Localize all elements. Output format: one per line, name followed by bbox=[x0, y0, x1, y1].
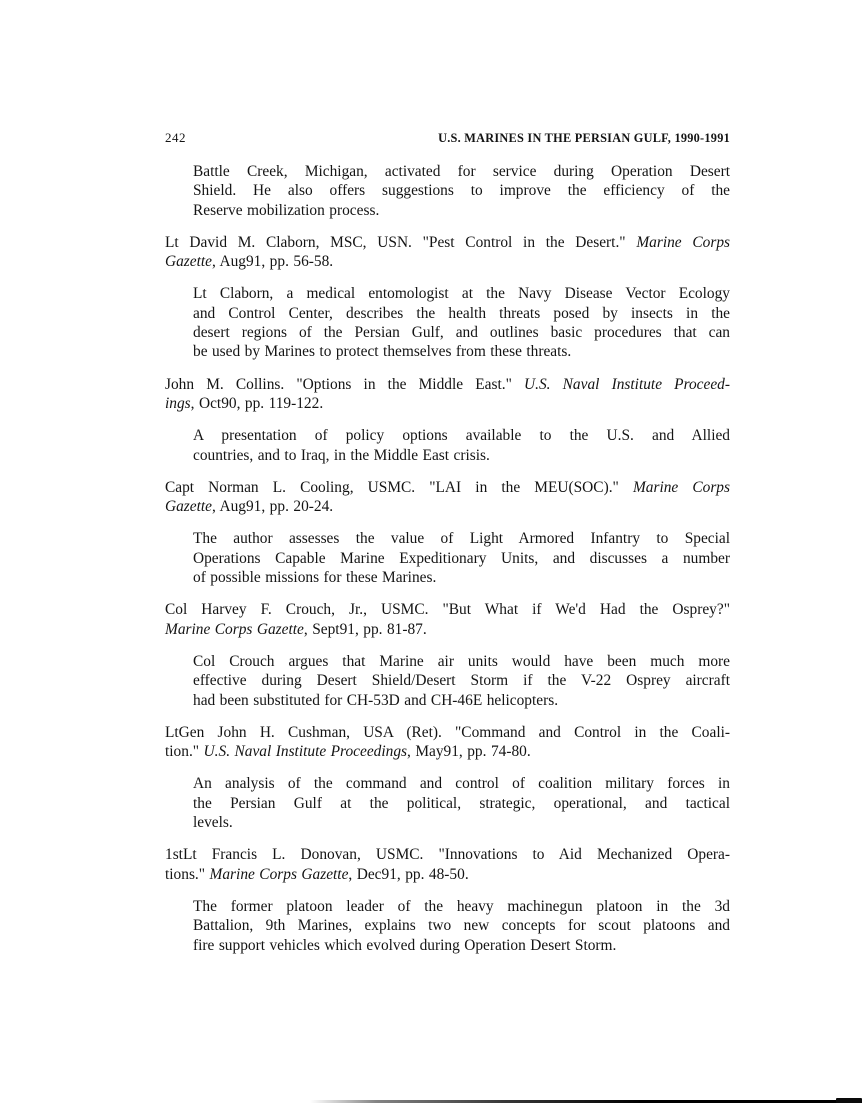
text-line: and Control Center, describes the health threats posed by insects in the bbox=[193, 304, 730, 322]
text-line: be used by Marines to protect themselves from these threats. bbox=[193, 343, 572, 361]
text-line: Reserve mobilization process. bbox=[193, 201, 380, 219]
text-line: Gazette, Aug91, pp. 20-24. bbox=[165, 498, 334, 516]
text-line: ings, Oct90, pp. 119-122. bbox=[165, 394, 324, 412]
page-number: 242 bbox=[165, 130, 186, 145]
text-line: levels. bbox=[193, 814, 233, 832]
citation bbox=[165, 375, 730, 414]
scan-edge-artifact-end bbox=[836, 1098, 862, 1104]
text-line: LtGen John H. Cushman, USA (Ret). "Command and Control in the Coali- bbox=[165, 723, 730, 741]
text-line: Battalion, 9th Marines, explains two new concepts for scout platoons and bbox=[193, 917, 730, 935]
bibliography-text-block bbox=[165, 162, 730, 955]
text-line: 1stLt Francis L. Donovan, USMC. "Innovations to Aid Mechanized Opera- bbox=[165, 846, 730, 864]
continuation-paragraph bbox=[165, 162, 730, 220]
text-line: the Persian Gulf at the political, strategic, operational, and tactical bbox=[193, 794, 730, 812]
annotation bbox=[165, 529, 730, 587]
text-line: Capt Norman L. Cooling, USMC. "LAI in the MEU(SOC)." Marine Corps bbox=[165, 478, 730, 496]
citation bbox=[165, 723, 730, 762]
annotation bbox=[165, 774, 730, 832]
text-line: of possible missions for these Marines. bbox=[193, 569, 437, 587]
text-line: effective during Desert Shield/Desert Storm if the V-22 Osprey aircraft bbox=[193, 672, 730, 690]
text-line: had been substituted for CH-53D and CH-46E helicopters. bbox=[193, 691, 559, 709]
bibliography-entry-claborn bbox=[165, 233, 730, 362]
text-line: Lt Claborn, a medical entomologist at the Navy Disease Vector Ecology bbox=[193, 285, 730, 303]
text-line: Gazette, Aug91, pp. 56-58. bbox=[165, 253, 334, 271]
citation bbox=[165, 233, 730, 272]
annotation bbox=[165, 897, 730, 955]
text-line: tions." Marine Corps Gazette, Dec91, pp. 48-50. bbox=[165, 865, 469, 883]
text-line: Lt David M. Claborn, MSC, USN. "Pest Control in the Desert." Marine Corps bbox=[165, 233, 731, 251]
annotation bbox=[165, 652, 730, 710]
bibliography-entry-cooling bbox=[165, 478, 730, 587]
running-head bbox=[165, 130, 730, 146]
running-header-title: U.S. MARINES IN THE PERSIAN GULF, 1990-1991 bbox=[438, 131, 730, 145]
scan-edge-artifact bbox=[310, 1100, 862, 1103]
text-line: Operations Capable Marine Expeditionary Units, and discusses a number bbox=[193, 549, 730, 567]
text-line: tion." U.S. Naval Institute Proceedings, May91, pp. 74-80. bbox=[165, 743, 531, 761]
annotation bbox=[165, 284, 730, 361]
citation bbox=[165, 600, 730, 639]
text-line: desert regions of the Persian Gulf, and outlines basic procedures that can bbox=[193, 324, 730, 342]
bibliography-entry-donovan bbox=[165, 845, 730, 954]
text-line: Battle Creek, Michigan, activated for service during Operation Desert bbox=[193, 163, 730, 180]
text-line: An analysis of the command and control of coalition military forces in bbox=[193, 775, 730, 793]
text-line: fire support vehicles which evolved during Operation Desert Storm. bbox=[193, 936, 617, 954]
text-line: Shield. He also offers suggestions to improve the efficiency of the bbox=[193, 182, 730, 200]
citation bbox=[165, 845, 730, 884]
bibliography-entry-crouch bbox=[165, 600, 730, 709]
text-line: Col Harvey F. Crouch, Jr., USMC. "But What if We'd Had the Osprey?" bbox=[165, 601, 730, 619]
text-line: countries, and to Iraq, in the Middle East crisis. bbox=[193, 446, 490, 464]
text-line: John M. Collins. "Options in the Middle East." U.S. Naval Institute Proceed- bbox=[165, 375, 730, 393]
annotation bbox=[165, 426, 730, 465]
citation bbox=[165, 478, 730, 517]
bibliography-entry-cushman bbox=[165, 723, 730, 832]
text-line: Marine Corps Gazette, Sept91, pp. 81-87. bbox=[165, 620, 427, 638]
text-line: The former platoon leader of the heavy machinegun platoon in the 3d bbox=[193, 897, 730, 915]
text-line: A presentation of policy options available to the U.S. and Allied bbox=[193, 427, 730, 445]
text-line: The author assesses the value of Light Armored Infantry to Special bbox=[193, 530, 730, 548]
bibliography-entry-collins bbox=[165, 375, 730, 465]
text-line: Col Crouch argues that Marine air units would have been much more bbox=[193, 652, 730, 670]
